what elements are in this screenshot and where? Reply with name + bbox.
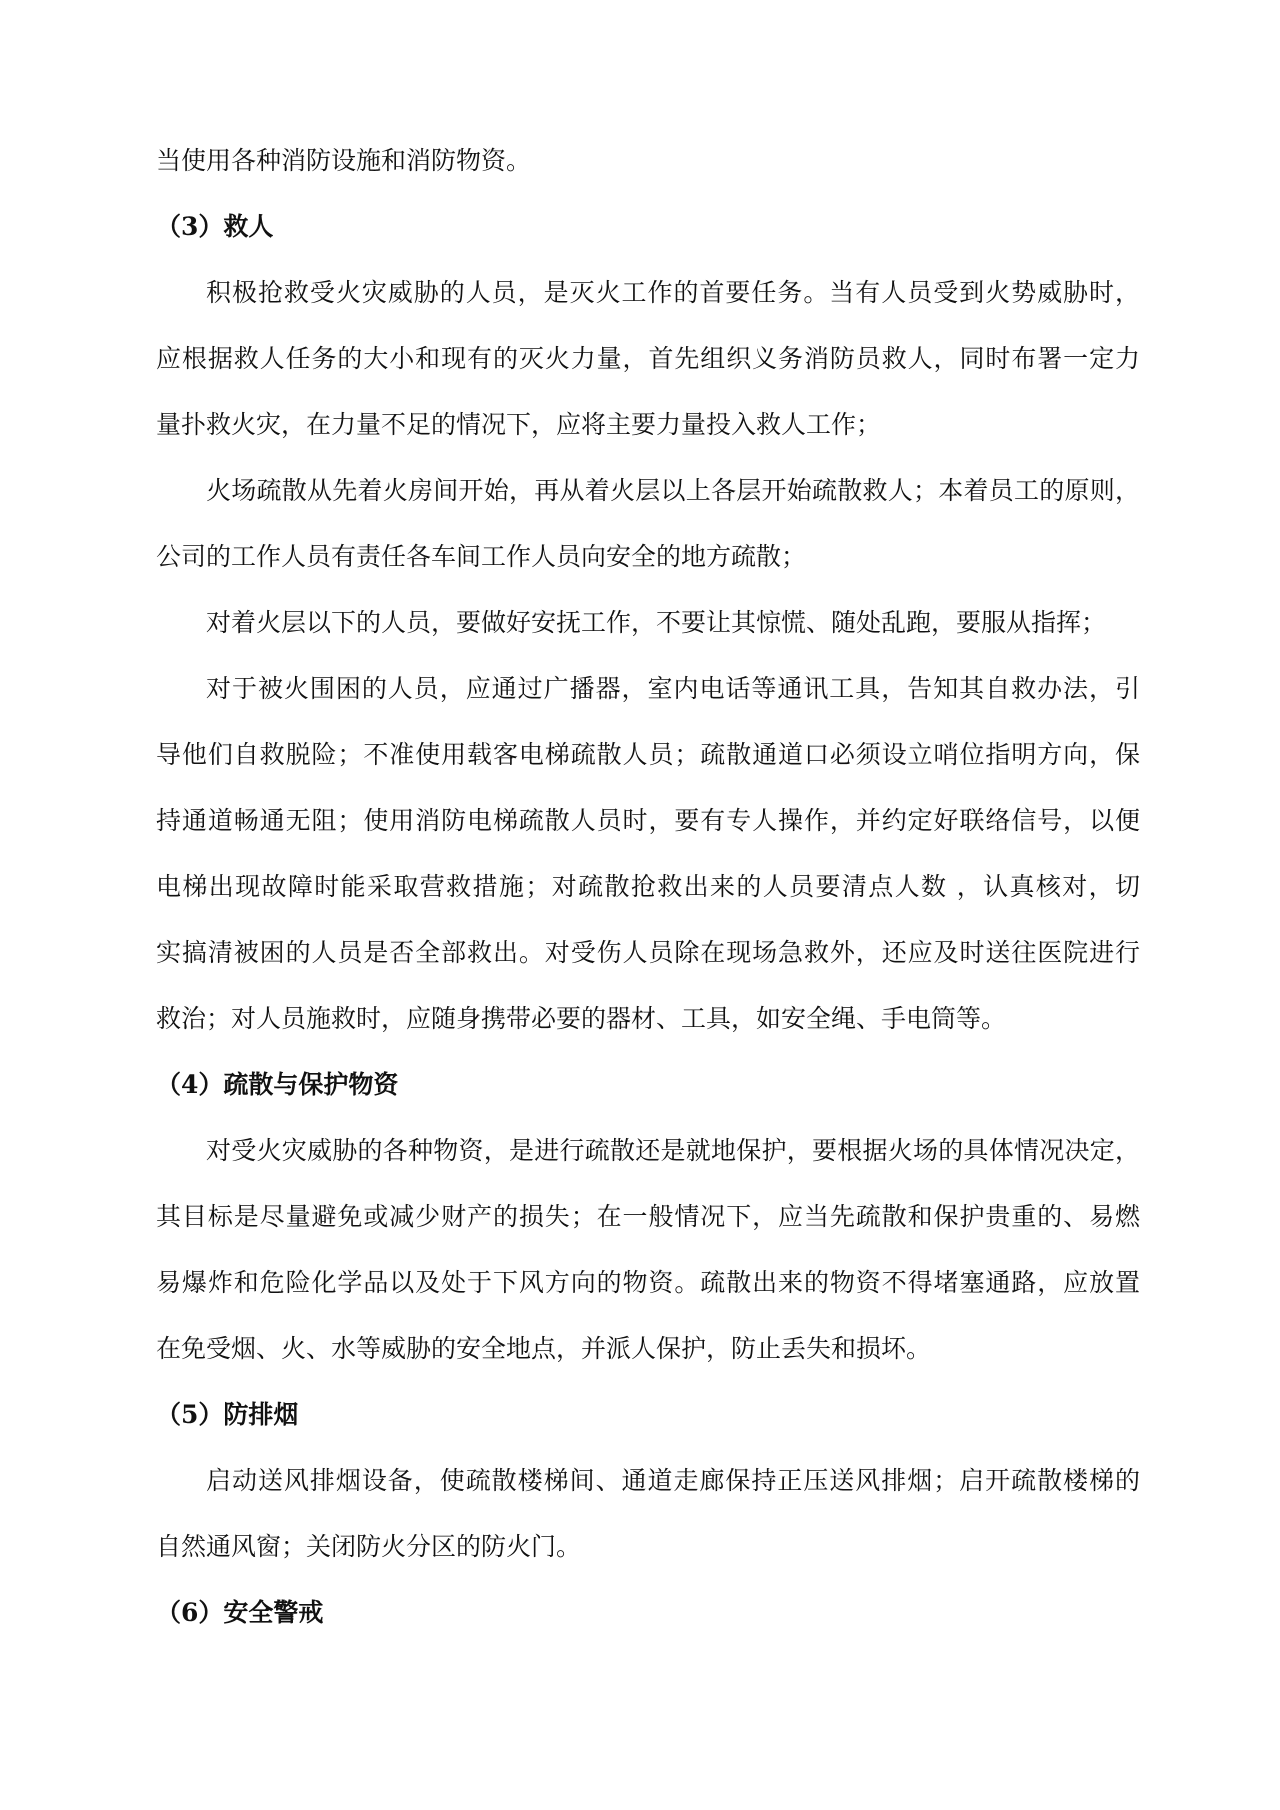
text-line: 量扑救火灾，在力量不足的情况下，应将主要力量投入救人工作； [156, 410, 882, 439]
text-line: 启动送风排烟设备，使疏散楼梯间、通道走廊保持正压送风排烟；启开疏散楼梯的 [206, 1466, 1140, 1495]
text-line: 公司的工作人员有责任各车间工作人员向安全的地方疏散； [156, 542, 807, 571]
text-line: 易爆炸和危险化学品以及处于下风方向的物资。疏散出来的物资不得堵塞通路，应放置 [156, 1268, 1140, 1297]
text-line: 对着火层以下的人员，要做好安抚工作，不要让其惊慌、随处乱跑，要服从指挥； [206, 608, 1107, 637]
text-line: 导他们自救脱险；不准使用载客电梯疏散人员；疏散通道口必须设立哨位指明方向，保 [156, 740, 1140, 769]
paragraph-trapped-persons [156, 656, 1140, 1052]
section-heading-rescue: （3）救人 [156, 212, 274, 241]
text-line: 应根据救人任务的大小和现有的灭火力量，首先组织义务消防员救人，同时布署一定力 [156, 344, 1140, 373]
text-line: 在免受烟、火、水等威胁的安全地点，并派人保护，防止丢失和损坏。 [156, 1334, 932, 1363]
paragraph-smoke-control [156, 1448, 1140, 1580]
text-line: 持通道畅通无阻；使用消防电梯疏散人员时，要有专人操作，并约定好联络信号，以便 [156, 806, 1140, 835]
paragraph-rescue-priority [156, 260, 1140, 458]
text-line: 积极抢救受火灾威胁的人员，是灭火工作的首要任务。当有人员受到火势威胁时， [206, 278, 1140, 307]
text-line: 自然通风窗；关闭防火分区的防火门。 [156, 1532, 582, 1561]
paragraph-lower-floors [156, 590, 1140, 656]
text-line: 实搞清被困的人员是否全部救出。对受伤人员除在现场急救外，还应及时送往医院进行 [156, 938, 1140, 967]
paragraph-materials [156, 1118, 1140, 1382]
text-line: 火场疏散从先着火房间开始，再从着火层以上各层开始疏散救人；本着员工的原则， [206, 476, 1140, 505]
text-line: 其目标是尽量避免或减少财产的损失；在一般情况下，应当先疏散和保护贵重的、易燃 [156, 1202, 1140, 1231]
text-line: 救治；对人员施救时，应随身携带必要的器材、工具，如安全绳、手电筒等。 [156, 1004, 1007, 1033]
paragraph-continuation: 当使用各种消防设施和消防物资。 [156, 146, 532, 175]
text-line: 对受火灾威胁的各种物资，是进行疏散还是就地保护，要根据火场的具体情况决定， [206, 1136, 1140, 1165]
text-line: 电梯出现故障时能采取营救措施；对疏散抢救出来的人员要清点人数 ，认真核对，切 [156, 872, 1140, 901]
section-heading-evacuate-materials: （4）疏散与保护物资 [156, 1070, 399, 1099]
section-heading-smoke-control: （5）防排烟 [156, 1400, 299, 1429]
section-heading-security-cordon: （6）安全警戒 [156, 1598, 324, 1627]
paragraph-evacuation-order [156, 458, 1140, 590]
text-line: 对于被火围困的人员，应通过广播器，室内电话等通讯工具，告知其自救办法，引 [206, 674, 1140, 703]
